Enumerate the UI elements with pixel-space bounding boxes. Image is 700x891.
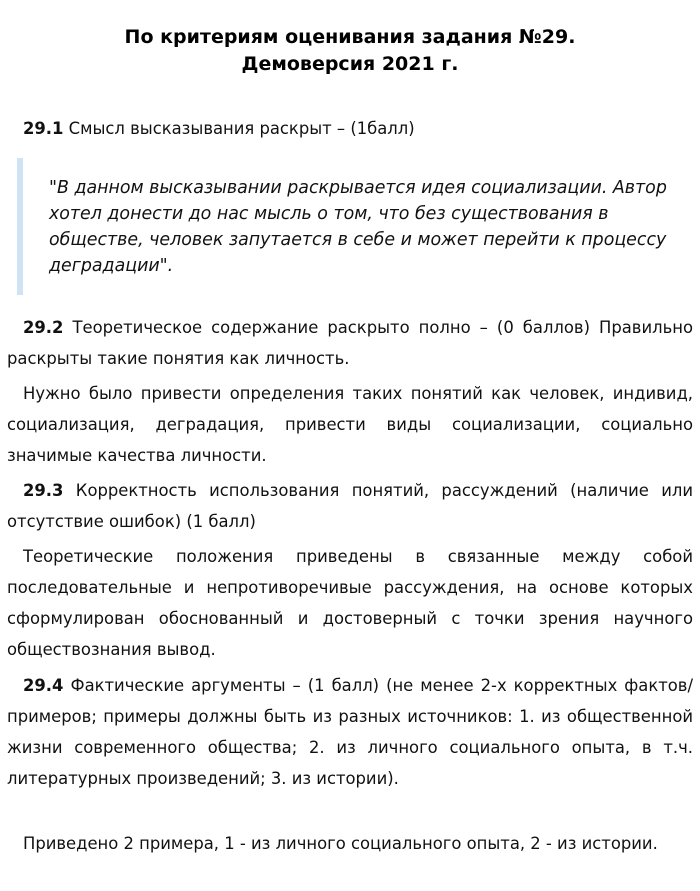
quoted-answer — [17, 158, 677, 295]
page-title — [0, 24, 700, 78]
criterion-text: Теоретическое содержание раскрыто полно – (0 баллов) Правильно раскрыты такие понятия как личность. — [7, 318, 693, 368]
criterion-29-2-note: Нужно было привести определения таких понятий как человек, индивид, социализация, деградация, привести виды социализации, социально значимые качества личности. — [7, 384, 693, 465]
criterion-number: 29.2 — [23, 318, 64, 337]
quote-text: "В данном высказывании раскрывается идея социализации. Автор хотел донести до нас мысль о том, что без существования в обществе, человек запутается в себе и может перейти к процессу деградации". — [49, 178, 667, 276]
criterion-text: Смысл высказывания раскрыт – (1балл) — [63, 119, 415, 138]
title-line-1: По критериям оценивания задания №29. — [124, 26, 576, 48]
criterion-number: 29.1 — [23, 119, 64, 138]
criterion-29-4 — [7, 670, 693, 794]
title-line-2: Демоверсия 2021 г. — [241, 53, 459, 75]
criterion-29-2 — [7, 312, 693, 374]
criterion-29-3 — [7, 475, 693, 537]
criterion-number: 29.3 — [23, 481, 64, 500]
criterion-text: Фактические аргументы – (1 балл) (не менее 2-х корректных фактов/примеров; примеры должны быть из разных источников: 1. из общественной жизни современного общества; 2. из личного социального опыта, в т.ч. литературных произведений; 3. из истории). — [7, 676, 693, 788]
criterion-text: Корректность использования понятий, рассуждений (наличие или отсутствие ошибок) (1 балл) — [7, 481, 693, 531]
quote-bar — [17, 158, 23, 295]
criterion-29-4-note: Приведено 2 примера, 1 - из личного социального опыта, 2 - из истории. — [23, 834, 658, 853]
criterion-29-1 — [7, 113, 693, 144]
criterion-29-3-note: Теоретические положения приведены в связанные между собой последовательные и непротиворечивые рассуждения, на основе которых сформулирован обоснованный и достоверный с точки зрения научного обществознания вывод. — [7, 547, 693, 659]
criterion-number: 29.4 — [23, 676, 64, 695]
